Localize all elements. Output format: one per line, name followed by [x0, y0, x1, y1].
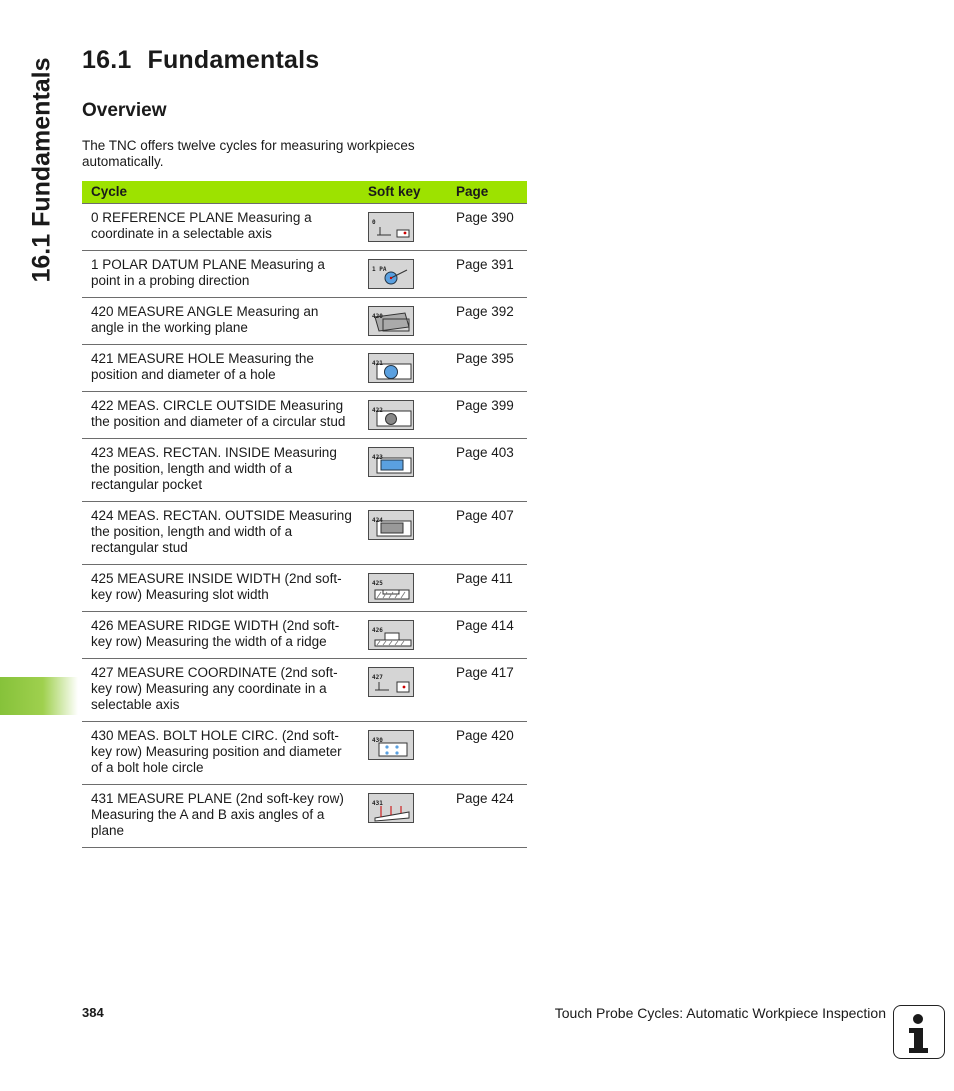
header-page: Page	[448, 181, 527, 204]
page-reference: Page 417	[448, 659, 527, 722]
cycle-description: 0 REFERENCE PLANE Measuring a coordinate in a selectable axis	[82, 204, 359, 251]
softkey-code: 420	[372, 313, 383, 320]
cycle-description: 420 MEASURE ANGLE Measuring an angle in the working plane	[82, 298, 359, 345]
table-row	[82, 298, 527, 345]
circle-outside-icon	[368, 400, 414, 430]
page-number: 384	[82, 1005, 104, 1020]
softkey-code: 430	[372, 737, 383, 744]
softkey-code: 421	[372, 360, 383, 367]
page-title	[82, 46, 319, 75]
page-reference: Page 414	[448, 612, 527, 659]
table-row	[82, 251, 527, 298]
table-row	[82, 392, 527, 439]
cycle-description: 424 MEAS. RECTAN. OUTSIDE Measuring the position, length and width of a rectangular stud	[82, 502, 359, 565]
polar-datum-plane-icon	[368, 259, 414, 289]
softkey-code: 0	[372, 219, 376, 226]
header-cycle: Cycle	[82, 181, 359, 204]
measure-plane-icon	[368, 793, 414, 823]
softkey-cell	[359, 439, 448, 502]
page-reference: Page 390	[448, 204, 527, 251]
intro-paragraph: The TNC offers twelve cycles for measuring workpieces automatically.	[82, 138, 415, 169]
page-reference: Page 391	[448, 251, 527, 298]
softkey-code: 422	[372, 407, 383, 414]
softkey-code: 427	[372, 674, 383, 681]
cycle-description: 423 MEAS. RECTAN. INSIDE Measuring the position, length and width of a rectangular pocket	[82, 439, 359, 502]
rectangle-inside-icon	[368, 447, 414, 477]
page-reference: Page 411	[448, 565, 527, 612]
table-header-row	[82, 181, 527, 204]
footer-title: Touch Probe Cycles: Automatic Workpiece Inspection	[554, 1005, 886, 1021]
softkey-cell	[359, 345, 448, 392]
table-row	[82, 502, 527, 565]
table-row	[82, 785, 527, 848]
table-row	[82, 722, 527, 785]
measure-angle-icon	[368, 306, 414, 336]
softkey-code: 424	[372, 517, 383, 524]
header-softkey: Soft key	[359, 181, 448, 204]
rectangle-outside-icon	[368, 510, 414, 540]
cycle-description: 421 MEASURE HOLE Measuring the position and diameter of a hole	[82, 345, 359, 392]
page-reference: Page 399	[448, 392, 527, 439]
softkey-code: 426	[372, 627, 383, 634]
softkey-code: 431	[372, 800, 383, 807]
table-row	[82, 659, 527, 722]
reference-plane-icon	[368, 212, 414, 242]
page-reference: Page 392	[448, 298, 527, 345]
softkey-cell	[359, 612, 448, 659]
cycle-table	[82, 181, 527, 848]
softkey-code: 425	[372, 580, 383, 587]
table-row	[82, 612, 527, 659]
softkey-cell	[359, 565, 448, 612]
page-reference: Page 407	[448, 502, 527, 565]
bolt-hole-circle-icon	[368, 730, 414, 760]
ridge-width-icon	[368, 620, 414, 650]
measure-hole-icon	[368, 353, 414, 383]
side-chapter-title	[22, 50, 62, 290]
table-row	[82, 439, 527, 502]
softkey-code: 423	[372, 454, 383, 461]
cycle-description: 426 MEASURE RIDGE WIDTH (2nd soft-key row) Measuring the width of a ridge	[82, 612, 359, 659]
cycle-description: 422 MEAS. CIRCLE OUTSIDE Measuring the position and diameter of a circular stud	[82, 392, 359, 439]
softkey-cell	[359, 502, 448, 565]
measure-coordinate-icon	[368, 667, 414, 697]
softkey-cell	[359, 204, 448, 251]
page-reference: Page 424	[448, 785, 527, 848]
table-row	[82, 565, 527, 612]
table-row	[82, 204, 527, 251]
inside-width-icon	[368, 573, 414, 603]
subsection-title: Overview	[82, 100, 167, 121]
section-number: 16.1	[82, 46, 132, 74]
softkey-cell	[359, 251, 448, 298]
info-icon	[893, 1005, 945, 1059]
softkey-cell	[359, 298, 448, 345]
cycle-description: 1 POLAR DATUM PLANE Measuring a point in a probing direction	[82, 251, 359, 298]
cycle-description: 430 MEAS. BOLT HOLE CIRC. (2nd soft-key row) Measuring position and diameter of a bolt hole circle	[82, 722, 359, 785]
softkey-code: 1 PA	[372, 266, 387, 273]
cycle-description: 431 MEASURE PLANE (2nd soft-key row) Measuring the A and B axis angles of a plane	[82, 785, 359, 848]
softkey-cell	[359, 392, 448, 439]
section-title: Fundamentals	[147, 46, 320, 74]
table-row	[82, 345, 527, 392]
softkey-cell	[359, 659, 448, 722]
page-reference: Page 420	[448, 722, 527, 785]
chapter-tab-marker	[0, 677, 78, 715]
softkey-cell	[359, 785, 448, 848]
side-chapter-title-text: 16.1 Fundamentals	[27, 57, 56, 283]
page-reference: Page 403	[448, 439, 527, 502]
cycle-description: 425 MEASURE INSIDE WIDTH (2nd soft-key row) Measuring slot width	[82, 565, 359, 612]
page-reference: Page 395	[448, 345, 527, 392]
cycle-description: 427 MEASURE COORDINATE (2nd soft-key row) Measuring any coordinate in a selectable axis	[82, 659, 359, 722]
softkey-cell	[359, 722, 448, 785]
